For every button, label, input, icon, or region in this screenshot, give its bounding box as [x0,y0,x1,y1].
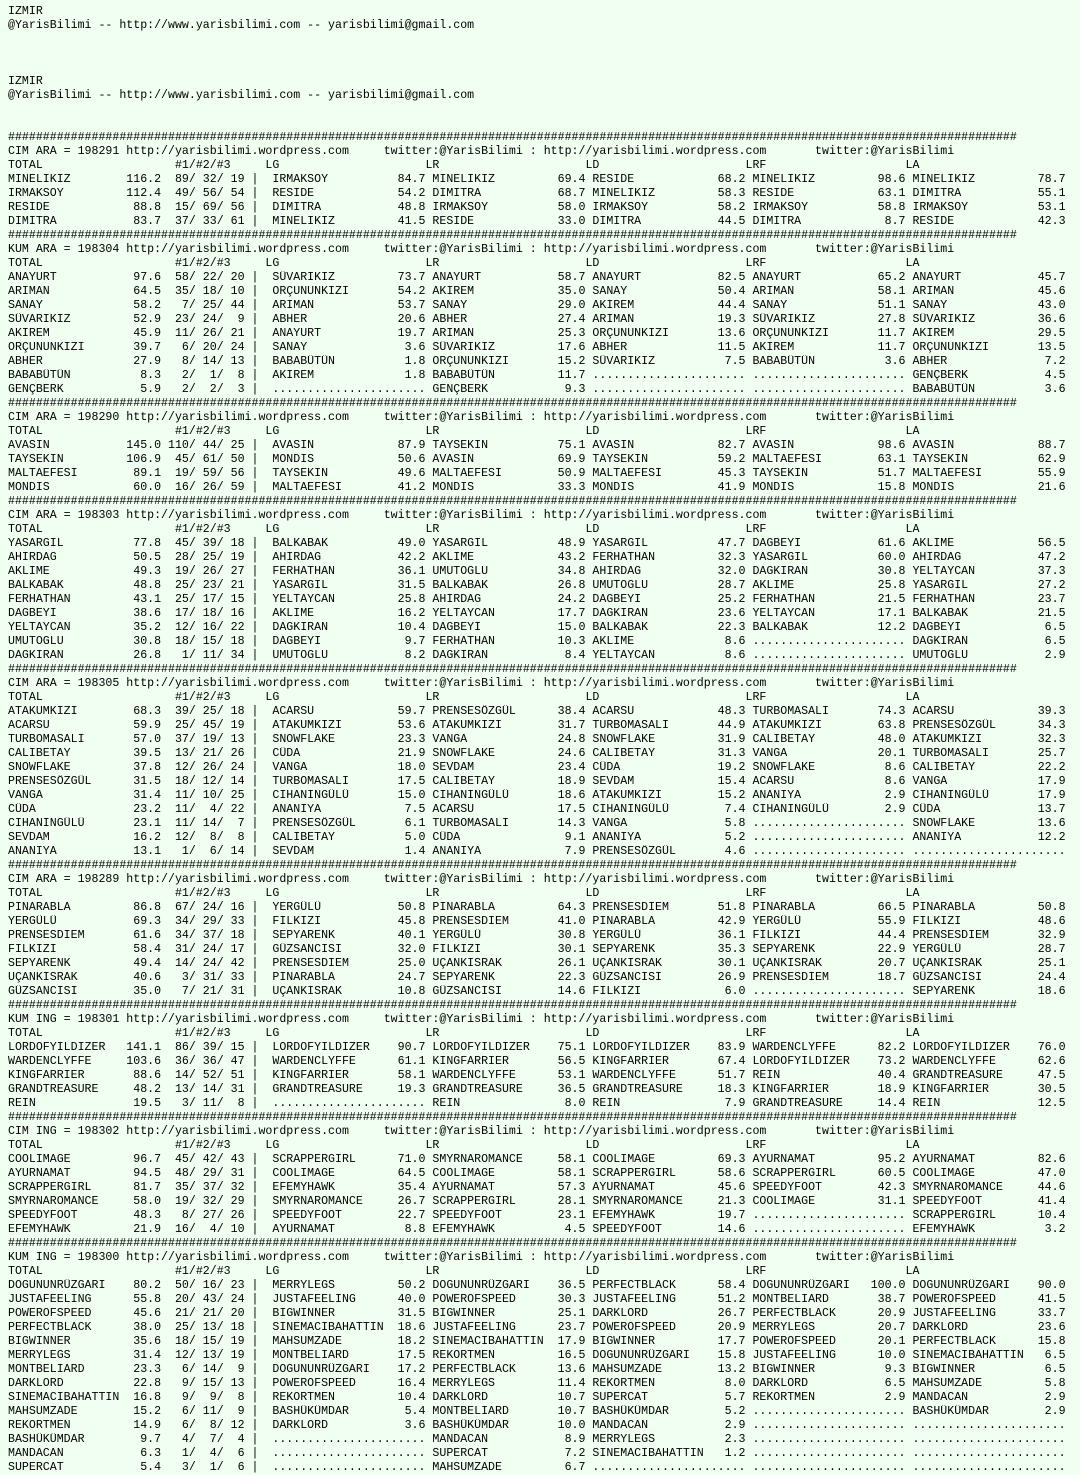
race-header-line: CIM ARA = 198290 http://yarisbilimi.wordpress.com twitter:@YarisBilimi : http://yarisbilimi.wordpress.com twitter:@YarisBilimi [8,411,955,424]
horse-row: SEVDAM 16.2 12/ 8/ 8 | CALIBETAY 5.0 CÜDA 9.1 ANANIYA 5.2 ...................... ANANIYA 12.2 [8,831,1066,844]
horse-row: POWEROFSPEED 45.6 21/ 21/ 20 | BIGWINNER 31.5 BIGWINNER 25.1 DARKLORD 26.7 PERFECTBLACK 20.9 JUSTAFEELING 33.7 [8,1307,1066,1320]
horse-row: DARKLORD 22.8 9/ 15/ 13 | POWEROFSPEED 16.4 MERRYLEGS 11.4 REKORTMEN 8.0 DARKLORD 6.5 MAHSUMZADE 5.8 [8,1377,1066,1390]
column-header-line: TOTAL #1/#2/#3 LG LR LD LRF LA [8,1027,920,1040]
horse-row: PRENSESDIEM 61.6 34/ 37/ 18 | SEPYARENK 40.1 YERGÜLÜ 30.8 YERGÜLÜ 36.1 FILKIZI 44.4 PRENSESDIEM 32.9 [8,929,1066,942]
separator-line: ################################################################################################################################################# [8,999,1017,1012]
horse-row: REKORTMEN 14.9 6/ 8/ 12 | DARKLORD 3.6 BASHÜKÜMDAR 10.0 MANDACAN 2.9 ...................... ...................... [8,1419,1066,1432]
horse-row: CALIBETAY 39.5 13/ 21/ 26 | CÜDA 21.9 SNOWFLAKE 24.6 CALIBETAY 31.3 VANGA 20.1 TURBOMASALI 25.7 [8,747,1066,760]
horse-row: AKIREM 45.9 11/ 26/ 21 | ANAYURT 19.7 ARIMAN 25.3 ORÇUNUNKIZI 13.6 ORÇUNUNKIZI 11.7 AKIREM 29.5 [8,327,1066,340]
race-header-line: CIM ARA = 198289 http://yarisbilimi.wordpress.com twitter:@YarisBilimi : http://yarisbilimi.wordpress.com twitter:@YarisBilimi [8,873,955,886]
horse-row: LORDOFYILDIZER 141.1 86/ 39/ 15 | LORDOFYILDIZER 90.7 LORDOFYILDIZER 75.1 LORDOFYILDIZER 83.9 WARDENCLYFFE 82.2 LORDOFYILDIZER 76.0 [8,1041,1066,1054]
horse-row: ANAYURT 97.6 58/ 22/ 20 | SÜVARIKIZ 73.7 ANAYURT 58.7 ANAYURT 82.5 ANAYURT 65.2 ANAYURT 45.7 [8,271,1066,284]
horse-row: AVASIN 145.0 110/ 44/ 25 | AVASIN 87.9 TAYSEKIN 75.1 AVASIN 82.7 AVASIN 98.6 AVASIN 88.7 [8,439,1066,452]
horse-row: BIGWINNER 35.6 18/ 15/ 19 | MAHSUMZADE 18.2 SINEMACIBAHATTIN 17.9 BIGWINNER 17.7 POWEROFSPEED 20.1 PERFECTBLACK 15.8 [8,1335,1066,1348]
horse-row: SMYRNAROMANCE 58.0 19/ 32/ 29 | SMYRNAROMANCE 26.7 SCRAPPERGIRL 28.1 SMYRNAROMANCE 21.3 COOLIMAGE 31.1 SPEEDYFOOT 41.4 [8,1195,1066,1208]
horse-row: AKLIME 49.3 19/ 26/ 27 | FERHATHAN 36.1 UMUTOGLU 34.8 AHIRDAG 32.0 DAGKIRAN 30.8 YELTAYCAN 37.3 [8,565,1066,578]
horse-row: BASHÜKÜMDAR 9.7 4/ 7/ 4 | ...................... MANDACAN 8.9 MERRYLEGS 2.3 ...................... ...................... [8,1433,1066,1446]
horse-row: ABHER 27.9 8/ 14/ 13 | BABABÜTÜN 1.8 ORÇUNUNKIZI 15.2 SÜVARIKIZ 7.5 BABABÜTÜN 3.6 ABHER 7.2 [8,355,1066,368]
race-header-line: KUM ING = 198301 http://yarisbilimi.wordpress.com twitter:@YarisBilimi : http://yarisbilimi.wordpress.com twitter:@YarisBilimi [8,1013,955,1026]
separator-line: ################################################################################################################################################# [8,131,1017,144]
horse-row: SUPERCAT 5.4 3/ 1/ 6 | ...................... MAHSUMZADE 6.7 ...................... ...................... ...................... [8,1461,1066,1474]
horse-row: AHIRDAG 50.5 28/ 25/ 19 | AHIRDAG 42.2 AKLIME 43.2 FERHATHAN 32.3 YASARGIL 60.0 AHIRDAG 47.2 [8,551,1066,564]
horse-row: WARDENCLYFFE 103.6 36/ 36/ 47 | WARDENCLYFFE 61.1 KINGFARRIER 56.5 KINGFARRIER 67.4 LORDOFYILDIZER 73.2 WARDENCLYFFE 62.6 [8,1055,1066,1068]
blank-line [8,103,1080,117]
city-title: IZMIR [8,5,43,18]
horse-row: REIN 19.5 3/ 11/ 8 | ...................... REIN 8.0 REIN 7.9 GRANDTREASURE 14.4 REIN 12.5 [8,1097,1066,1110]
horse-row: SANAY 58.2 7/ 25/ 44 | ARIMAN 53.7 SANAY 29.0 AKIREM 44.4 SANAY 51.1 SANAY 43.0 [8,299,1066,312]
horse-row: CIHANINGÜLÜ 23.1 11/ 14/ 7 | PRENSESÖZGÜL 6.1 TURBOMASALI 14.3 VANGA 5.8 ...................... SNOWFLAKE 13.6 [8,817,1066,830]
blank-line [8,47,1080,61]
horse-row: IRMAKSOY 112.4 49/ 56/ 54 | RESIDE 54.2 DIMITRA 68.7 MINELIKIZ 58.3 RESIDE 63.1 DIMITRA 55.1 [8,187,1066,200]
horse-row: SNOWFLAKE 37.8 12/ 26/ 24 | VANGA 18.0 SEVDAM 23.4 CÜDA 19.2 SNOWFLAKE 8.6 CALIBETAY 22.2 [8,761,1066,774]
race-header-line: CIM ARA = 198303 http://yarisbilimi.wordpress.com twitter:@YarisBilimi : http://yarisbilimi.wordpress.com twitter:@YarisBilimi [8,509,955,522]
column-header-line: TOTAL #1/#2/#3 LG LR LD LRF LA [8,1265,920,1278]
horse-row: BALKABAK 48.8 25/ 23/ 21 | YASARGIL 31.5 BALKABAK 26.8 UMUTOGLU 28.7 AKLIME 25.8 YASARGIL 27.2 [8,579,1066,592]
horse-row: GÜZSANCISI 35.0 7/ 21/ 31 | UÇANKISRAK 10.8 GÜZSANCISI 14.6 FILKIZI 6.0 ...................... SEPYARENK 18.6 [8,985,1066,998]
horse-row: YASARGIL 77.8 45/ 39/ 18 | BALKABAK 49.0 YASARGIL 48.9 YASARGIL 47.7 DAGBEYI 61.6 AKLIME 56.5 [8,537,1066,550]
column-header-line: TOTAL #1/#2/#3 LG LR LD LRF LA [8,887,920,900]
separator-line: ################################################################################################################################################# [8,397,1017,410]
race-header-line: KUM ING = 198300 http://yarisbilimi.wordpress.com twitter:@YarisBilimi : http://yarisbilimi.wordpress.com twitter:@YarisBilimi [8,1251,955,1264]
horse-row: YERGÜLÜ 69.3 34/ 29/ 33 | FILKIZI 45.8 PRENSESDIEM 41.0 PINARABLA 42.9 YERGÜLÜ 55.9 FILKIZI 48.6 [8,915,1066,928]
horse-row: MONDIS 60.0 16/ 26/ 59 | MALTAEFESI 41.2 MONDIS 33.3 MONDIS 41.9 MONDIS 15.8 MONDIS 21.6 [8,481,1066,494]
horse-row: MANDACAN 6.3 1/ 4/ 6 | ...................... SUPERCAT 7.2 SINEMACIBAHATTIN 1.2 ...................... ...................... [8,1447,1066,1460]
horse-row: RESIDE 88.8 15/ 69/ 56 | DIMITRA 48.8 IRMAKSOY 58.0 IRMAKSOY 58.2 IRMAKSOY 58.8 IRMAKSOY 53.1 [8,201,1066,214]
horse-row: EFEMYHAWK 21.9 16/ 4/ 10 | AYURNAMAT 8.8 EFEMYHAWK 4.5 SPEEDYFOOT 14.6 ...................... EFEMYHAWK 3.2 [8,1223,1066,1236]
horse-row: ATAKUMKIZI 68.3 39/ 25/ 18 | ACARSU 59.7 PRENSESÖZGÜL 38.4 ACARSU 48.3 TURBOMASALI 74.3 ACARSU 39.3 [8,705,1066,718]
horse-row: SINEMACIBAHATTIN 16.8 9/ 9/ 8 | REKORTMEN 10.4 DARKLORD 10.7 SUPERCAT 5.7 REKORTMEN 2.9 MANDACAN 2.9 [8,1391,1066,1404]
column-header-line: TOTAL #1/#2/#3 LG LR LD LRF LA [8,257,920,270]
horse-row: DIMITRA 83.7 37/ 33/ 61 | MINELIKIZ 41.5 RESIDE 33.0 DIMITRA 44.5 DIMITRA 8.7 RESIDE 42.3 [8,215,1066,228]
separator-line: ################################################################################################################################################# [8,229,1017,242]
separator-line: ################################################################################################################################################# [8,859,1017,872]
horse-row: FERHATHAN 43.1 25/ 17/ 15 | YELTAYCAN 25.8 AHIRDAG 24.2 DAGBEYI 25.2 FERHATHAN 21.5 FERHATHAN 23.7 [8,593,1066,606]
horse-row: UÇANKISRAK 40.6 3/ 31/ 33 | PINARABLA 24.7 SEPYARENK 22.3 GÜZSANCISI 26.9 PRENSESDIEM 18.7 GÜZSANCISI 24.4 [8,971,1066,984]
horse-row: BABABÜTÜN 8.3 2/ 1/ 8 | AKIREM 1.8 BABABÜTÜN 11.7 ...................... ...................... GENÇBERK 4.5 [8,369,1066,382]
race-header-line: CIM ING = 198302 http://yarisbilimi.wordpress.com twitter:@YarisBilimi : http://yarisbilimi.wordpress.com twitter:@YarisBilimi [8,1125,955,1138]
horse-row: GRANDTREASURE 48.2 13/ 14/ 31 | GRANDTREASURE 19.3 GRANDTREASURE 36.5 GRANDTREASURE 18.3 KINGFARRIER 18.9 KINGFARRIER 30.5 [8,1083,1066,1096]
horse-row: MERRYLEGS 31.4 12/ 13/ 19 | MONTBELIARD 17.5 REKORTMEN 16.5 DOGUNUNRÜZGARI 15.8 JUSTAFEELING 10.0 SINEMACIBAHATTIN 6.5 [8,1349,1066,1362]
horse-row: MINELIKIZ 116.2 89/ 32/ 19 | IRMAKSOY 84.7 MINELIKIZ 69.4 RESIDE 68.2 MINELIKIZ 98.6 MINELIKIZ 78.7 [8,173,1066,186]
horse-row: KINGFARRIER 88.6 14/ 52/ 51 | KINGFARRIER 58.1 WARDENCLYFFE 53.1 WARDENCLYFFE 51.7 REIN 40.4 GRANDTREASURE 47.5 [8,1069,1066,1082]
horse-row: SÜVARIKIZ 52.9 23/ 24/ 9 | ABHER 20.6 ABHER 27.4 ARIMAN 19.3 SÜVARIKIZ 27.8 SÜVARIKIZ 36.6 [8,313,1066,326]
race-header-line: KUM ARA = 198304 http://yarisbilimi.wordpress.com twitter:@YarisBilimi : http://yarisbilimi.wordpress.com twitter:@YarisBilimi [8,243,955,256]
horse-row: MALTAEFESI 89.1 19/ 59/ 56 | TAYSEKIN 49.6 MALTAEFESI 50.9 MALTAEFESI 45.3 TAYSEKIN 51.7 MALTAEFESI 55.9 [8,467,1066,480]
contact-line: @YarisBilimi -- http://www.yarisbilimi.com -- yarisbilimi@gmail.com [8,89,475,102]
separator-line: ################################################################################################################################################# [8,1111,1017,1124]
horse-row: YELTAYCAN 35.2 12/ 16/ 22 | DAGKIRAN 10.4 DAGBEYI 15.0 BALKABAK 22.3 BALKABAK 12.2 DAGBEYI 6.5 [8,621,1066,634]
horse-row: MAHSUMZADE 15.2 6/ 11/ 9 | BASHÜKÜMDAR 5.4 MONTBELIARD 10.7 BASHÜKÜMDAR 5.2 ...................... BASHÜKÜMDAR 2.9 [8,1405,1066,1418]
separator-line: ################################################################################################################################################# [8,1237,1017,1250]
horse-row: DOGUNUNRÜZGARI 80.2 50/ 16/ 23 | MERRYLEGS 50.2 DOGUNUNRÜZGARI 36.5 PERFECTBLACK 58.4 DOGUNUNRÜZGARI 100.0 DOGUNUNRÜZGARI 90.0 [8,1279,1066,1292]
horse-row: ACARSU 59.9 25/ 45/ 19 | ATAKUMKIZI 53.6 ATAKUMKIZI 31.7 TURBOMASALI 44.9 ATAKUMKIZI 63.8 PRENSESÖZGÜL 34.3 [8,719,1066,732]
separator-line: ################################################################################################################################################# [8,495,1017,508]
horse-row: TURBOMASALI 57.0 37/ 19/ 13 | SNOWFLAKE 23.3 VANGA 24.8 SNOWFLAKE 31.9 CALIBETAY 48.0 ATAKUMKIZI 32.3 [8,733,1066,746]
horse-row: GENÇBERK 5.9 2/ 2/ 3 | ...................... GENÇBERK 9.3 ...................... ...................... BABABÜTÜN 3.6 [8,383,1066,396]
city-title: IZMIR [8,75,43,88]
horse-row: DAGBEYI 38.6 17/ 18/ 16 | AKLIME 16.2 YELTAYCAN 17.7 DAGKIRAN 23.6 YELTAYCAN 17.1 BALKABAK 21.5 [8,607,1066,620]
horse-row: DAGKIRAN 26.8 1/ 11/ 34 | UMUTOGLU 8.2 DAGKIRAN 8.4 YELTAYCAN 8.6 ...................... UMUTOGLU 2.9 [8,649,1066,662]
horse-row: ARIMAN 64.5 35/ 18/ 10 | ORÇUNUNKIZI 54.2 AKIREM 35.0 SANAY 50.4 ARIMAN 58.1 ARIMAN 45.6 [8,285,1066,298]
horse-row: PINARABLA 86.8 67/ 24/ 16 | YERGÜLÜ 50.8 PINARABLA 64.3 PRENSESDIEM 51.8 PINARABLA 66.5 PINARABLA 50.8 [8,901,1066,914]
horse-row: JUSTAFEELING 55.8 20/ 43/ 24 | JUSTAFEELING 40.0 POWEROFSPEED 30.3 JUSTAFEELING 51.2 MONTBELIARD 38.7 POWEROFSPEED 41.5 [8,1293,1066,1306]
horse-row: UMUTOGLU 30.8 18/ 15/ 18 | DAGBEYI 9.7 FERHATHAN 10.3 AKLIME 8.6 ...................... DAGKIRAN 6.5 [8,635,1066,648]
horse-row: MONTBELIARD 23.3 6/ 14/ 9 | DOGUNUNRÜZGARI 17.2 PERFECTBLACK 13.6 MAHSUMZADE 13.2 BIGWINNER 9.3 BIGWINNER 6.5 [8,1363,1066,1376]
horse-row: COOLIMAGE 96.7 45/ 42/ 43 | SCRAPPERGIRL 71.0 SMYRNAROMANCE 58.1 COOLIMAGE 69.3 AYURNAMAT 95.2 AYURNAMAT 82.6 [8,1153,1066,1166]
horse-row: SCRAPPERGIRL 81.7 35/ 37/ 32 | EFEMYHAWK 35.4 AYURNAMAT 57.3 AYURNAMAT 45.6 SPEEDYFOOT 42.3 SMYRNAROMANCE 44.6 [8,1181,1066,1194]
column-header-line: TOTAL #1/#2/#3 LG LR LD LRF LA [8,159,920,172]
horse-row: VANGA 31.4 11/ 10/ 25 | CIHANINGÜLÜ 15.0 CIHANINGÜLÜ 18.6 ATAKUMKIZI 15.2 ANANIYA 2.9 CIHANINGÜLÜ 17.9 [8,789,1066,802]
contact-line: @YarisBilimi -- http://www.yarisbilimi.com -- yarisbilimi@gmail.com [8,19,475,32]
horse-row: SEPYARENK 49.4 14/ 24/ 42 | PRENSESDIEM 25.0 UÇANKISRAK 26.1 UÇANKISRAK 30.1 UÇANKISRAK 20.7 UÇANKISRAK 25.1 [8,957,1066,970]
horse-row: ORÇUNUNKIZI 39.7 6/ 20/ 24 | SANAY 3.6 SÜVARIKIZ 17.6 ABHER 11.5 AKIREM 11.7 ORÇUNUNKIZI 13.5 [8,341,1066,354]
horse-row: PRENSESÖZGÜL 31.5 18/ 12/ 14 | TURBOMASALI 17.5 CALIBETAY 18.9 SEVDAM 15.4 ACARSU 8.6 VANGA 17.9 [8,775,1066,788]
column-header-line: TOTAL #1/#2/#3 LG LR LD LRF LA [8,691,920,704]
horse-row: PERFECTBLACK 38.0 25/ 13/ 18 | SINEMACIBAHATTIN 18.6 JUSTAFEELING 23.7 POWEROFSPEED 20.9 MERRYLEGS 20.7 DARKLORD 23.6 [8,1321,1066,1334]
horse-row: TAYSEKIN 106.9 45/ 61/ 50 | MONDIS 50.6 AVASIN 69.9 TAYSEKIN 59.2 MALTAEFESI 63.1 TAYSEKIN 62.9 [8,453,1066,466]
horse-row: FILKIZI 58.4 31/ 24/ 17 | GÜZSANCISI 32.0 FILKIZI 30.1 SEPYARENK 35.3 SEPYARENK 22.9 YERGÜLÜ 28.7 [8,943,1066,956]
blank-line [8,117,1080,131]
race-header-line: CIM ARA = 198305 http://yarisbilimi.wordpress.com twitter:@YarisBilimi : http://yarisbilimi.wordpress.com twitter:@YarisBilimi [8,677,955,690]
horse-row: ANANIYA 13.1 1/ 6/ 14 | SEVDAM 1.4 ANANIYA 7.9 PRENSESÖZGÜL 4.6 ...................... ...................... [8,845,1066,858]
horse-row: SPEEDYFOOT 48.3 8/ 27/ 26 | SPEEDYFOOT 22.7 SPEEDYFOOT 23.1 EFEMYHAWK 19.7 ...................... SCRAPPERGIRL 10.4 [8,1209,1066,1222]
separator-line: ################################################################################################################################################# [8,663,1017,676]
blank-line [8,33,1080,47]
column-header-line: TOTAL #1/#2/#3 LG LR LD LRF LA [8,425,920,438]
column-header-line: TOTAL #1/#2/#3 LG LR LD LRF LA [8,1139,920,1152]
blank-line [8,61,1080,75]
horse-row: CÜDA 23.2 11/ 4/ 22 | ANANIYA 7.5 ACARSU 17.5 CIHANINGÜLÜ 7.4 CIHANINGÜLÜ 2.9 CÜDA 13.7 [8,803,1066,816]
column-header-line: TOTAL #1/#2/#3 LG LR LD LRF LA [8,523,920,536]
horse-row: AYURNAMAT 94.5 48/ 29/ 31 | COOLIMAGE 64.5 COOLIMAGE 58.1 SCRAPPERGIRL 58.6 SCRAPPERGIRL 60.5 COOLIMAGE 47.0 [8,1167,1066,1180]
race-header-line: CIM ARA = 198291 http://yarisbilimi.wordpress.com twitter:@YarisBilimi : http://yarisbilimi.wordpress.com twitter:@YarisBilimi [8,145,955,158]
